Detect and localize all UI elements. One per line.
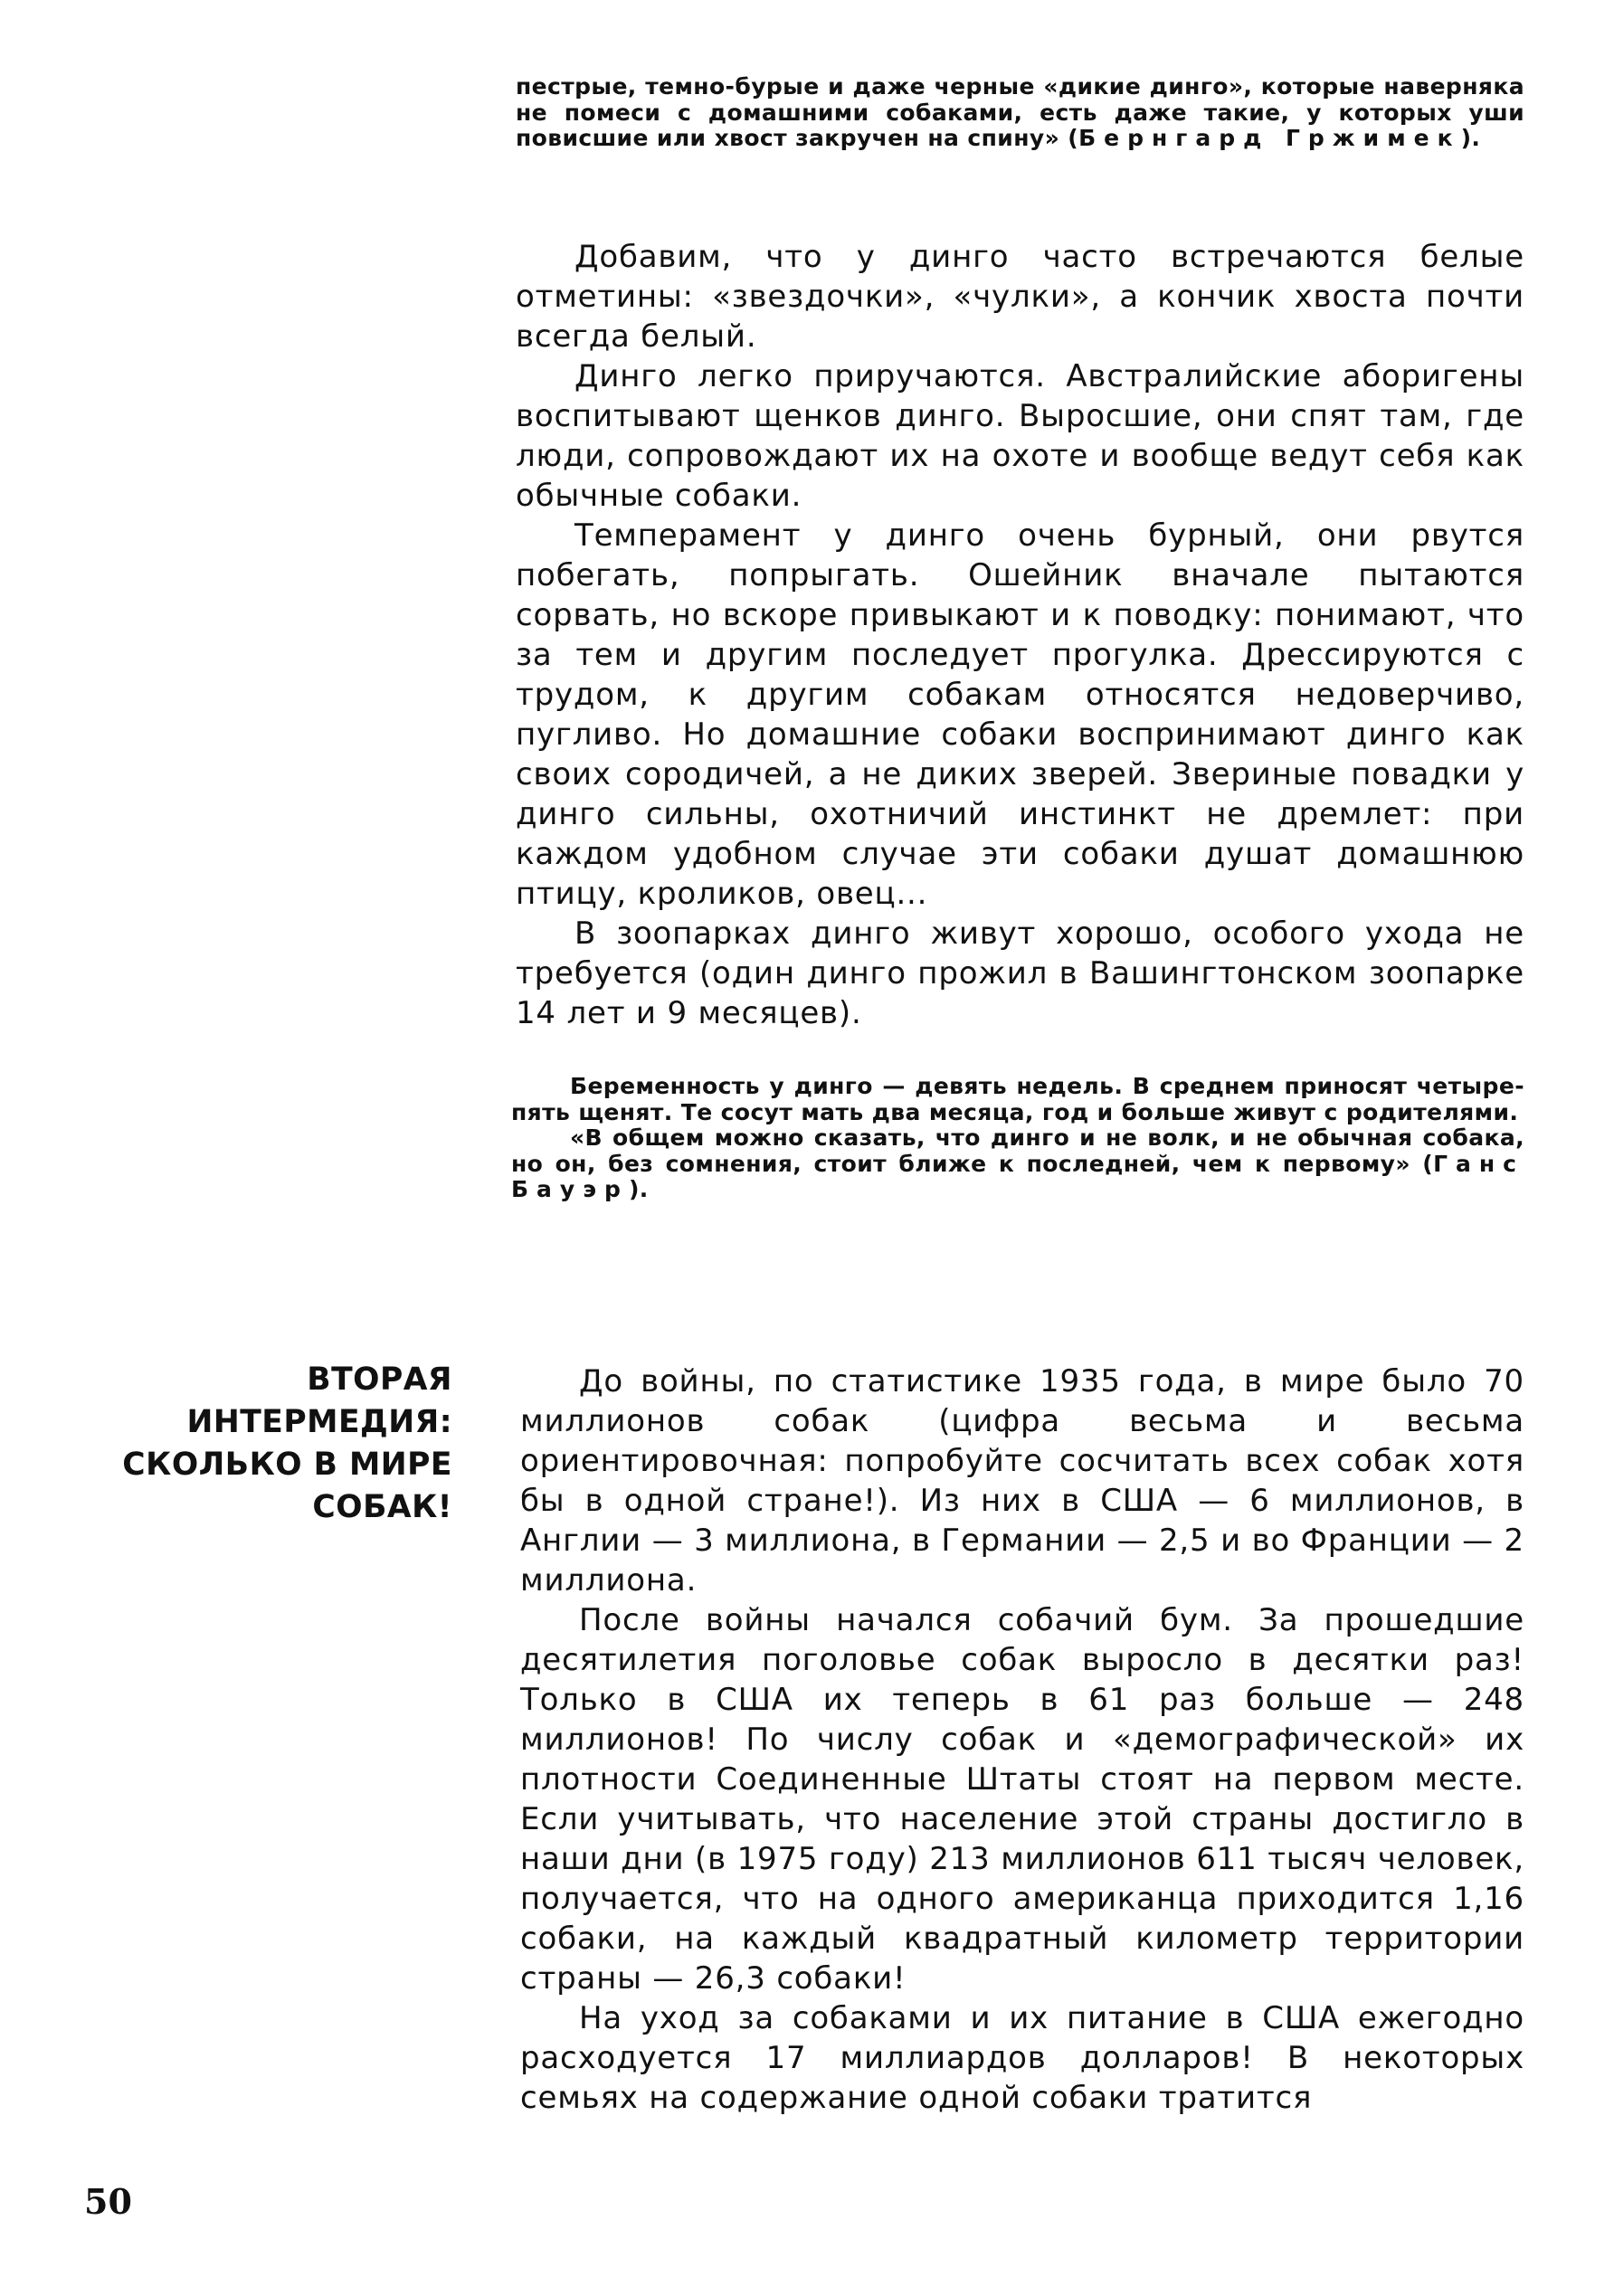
intermezzo-section	[520, 1361, 1524, 2118]
dingo-paragraph-3: Темперамент у динго очень бурный, они рвутся побегать, попрыгать. Ошейник вначале пытаются сорвать, но вскоре привыкают и к поводку: понимают, что за тем и другим последует прогулка. Дрессируются с трудом, к другим собакам относятся недоверчиво, пугливо. Но домашние собаки воспринимают динго как своих сородичей, а не диких зверей. Звериные повадки у динго сильны, охотничий инстинкт не дремлет: при каждом удобном случае эти собаки душат домашнюю птицу, кроликов, овец...	[516, 517, 1524, 912]
bauer-quote-text: «В общем можно сказать, что динго и не волк, и не обычная собака, но он, без сомнения, стоит ближе к последней, чем к первому» (	[511, 1124, 1524, 1177]
heading-line-2: ИНТЕРМЕДИЯ:	[186, 1404, 452, 1440]
heading-line-1: ВТОРАЯ	[307, 1361, 452, 1398]
top-quote-paragraph	[516, 74, 1524, 152]
intermezzo-paragraph-1: До войны, по статистике 1935 года, в мире было 70 миллионов собак (цифра весьма и весьма ориентировочная: попробуйте сосчитать всех собак хотя бы в одной стране!). Из них в США — 6 миллионов, в Англии — 3 миллиона, в Германии — 2,5 и во Франции — 2 миллиона.	[520, 1363, 1524, 1599]
top-quote-text: пестрые, темно-бурые и даже черные «дикие динго», которые наверняка не помеси с домашними собаками, есть даже такие, у которых уши повисшие или хвост закручен на спину» (	[516, 73, 1524, 151]
notes-block	[511, 1074, 1524, 1203]
bauer-quote-author: Ганс Бауэр	[511, 1150, 1524, 1202]
top-quote-block	[516, 74, 1524, 152]
top-quote-author: Бернгард Гржимек	[1078, 125, 1461, 151]
intermezzo-paragraph-3: На уход за собаками и их питание в США ежегодно расходуется 17 миллиардов долларов! В некоторых семьях на содержание одной собаки тратится	[520, 2000, 1524, 2116]
page-number: 50	[84, 2181, 132, 2222]
heading-line-4: СОБАК!	[312, 1489, 452, 1525]
intermezzo-paragraph-2: После войны начался собачий бум. За прошедшие десятилетия поголовье собак выросло в десятки раз! Только в США их теперь в 61 раз больше — 248 миллионов! По числу собак и «демографической» их плотности Соединенные Штаты стоят на первом месте. Если учитывать, что население этой страны достигло в наши дни (в 1975 году) 213 миллионов 611 тысяч человек, получается, что на одного американца приходится 1,16 собаки, на каждый квадратный километр территории страны — 26,3 собаки!	[520, 1602, 1524, 1997]
dingo-paragraph-2: Динго легко приручаются. Австралийские аборигены воспитывают щенков динго. Выросшие, они спят там, где люди, сопровождают их на охоте и вообще ведут себя как обычные собаки.	[516, 358, 1524, 514]
bauer-quote-end: ).	[628, 1176, 649, 1202]
dingo-paragraph-4: В зоопарках динго живут хорошо, особого ухода не требуется (один динго прожил в Вашингтонском зоопарке 14 лет и 9 месяцев).	[516, 916, 1524, 1031]
bauer-quote-paragraph	[511, 1125, 1524, 1203]
dingo-paragraph-1: Добавим, что у динго часто встречаются белые отметины: «звездочки», «чулки», а кончик хвоста почти всегда белый.	[516, 239, 1524, 355]
heading-line-3: СКОЛЬКО В МИРЕ	[122, 1447, 452, 1483]
dingo-section	[516, 237, 1524, 1033]
top-quote-end: ).	[1460, 125, 1481, 151]
section-heading	[36, 1359, 452, 1529]
pregnancy-note: Беременность у динго — девять недель. В среднем приносят четыре-пять щенят. Те сосут мать два месяца, год и больше живут с родителями.	[511, 1073, 1524, 1125]
